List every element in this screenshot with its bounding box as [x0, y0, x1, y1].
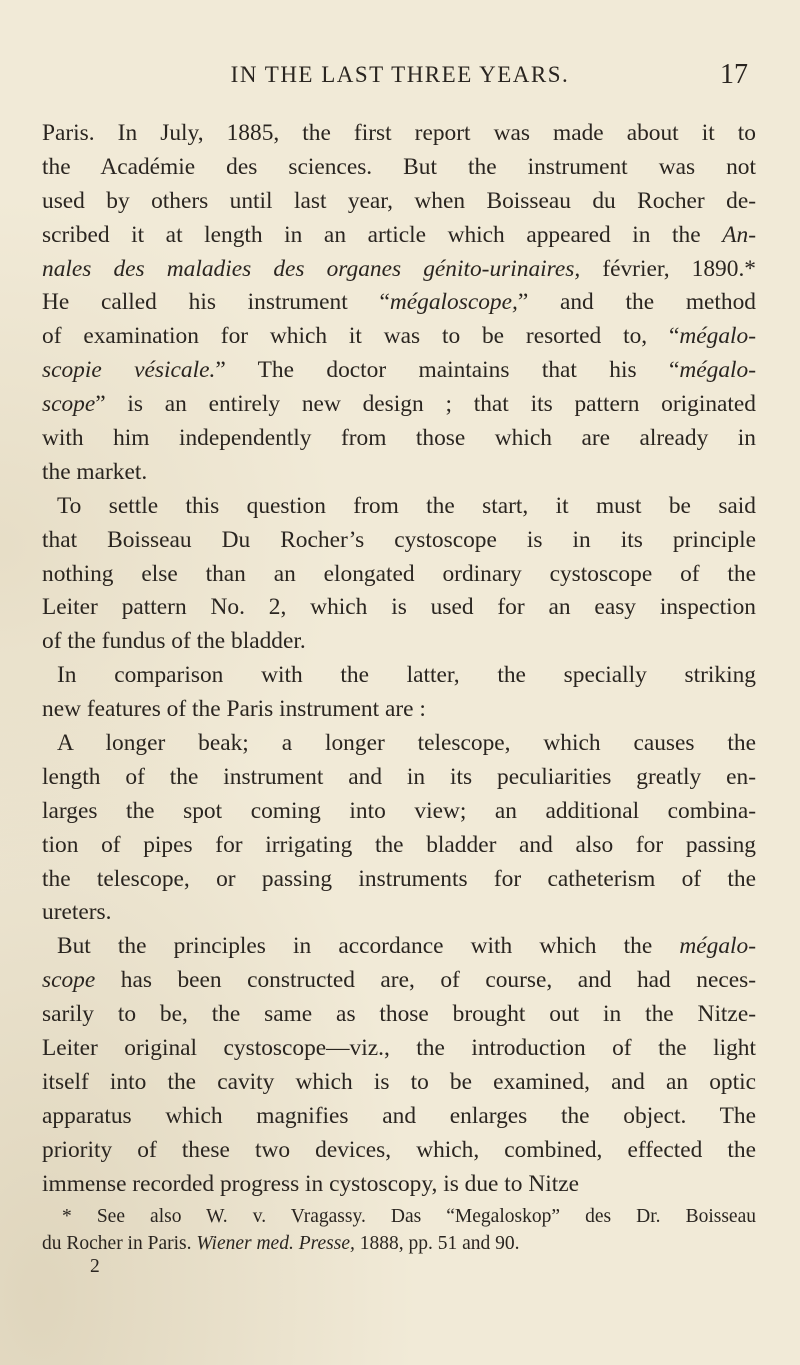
footnote-line-1: * See also W. v. Vragassy. Das “Megaloskop” des Dr. Boisseau	[62, 1206, 756, 1227]
text-line: larges the spot coming into view; an additional combina-	[42, 797, 756, 824]
text-line: apparatus which magnifies and enlarges the object. The	[42, 1102, 756, 1129]
text-line: of the fundus of the bladder.	[42, 628, 306, 655]
footnote-line-2: du Rocher in Paris. Wiener med. Presse, 1888, pp. 51 and 90.	[42, 1233, 520, 1254]
text-line: Paris. In July, 1885, the first report was made about it to	[42, 120, 756, 146]
signature-mark: 2	[90, 1256, 100, 1277]
text-line: scribed it at length in an article which appeared in the An-	[42, 221, 756, 248]
text-line: itself into the cavity which is to be examined, and an optic	[42, 1068, 756, 1095]
page-header	[0, 59, 800, 102]
text-line: priority of these two devices, which, combined, effected the	[42, 1136, 756, 1163]
text-line: scope” is an entirely new design ; that its pattern originated	[42, 391, 756, 418]
running-title: IN THE LAST THREE YEARS.	[230, 62, 570, 87]
text-line: sarily to be, the same as those brought out in the Nitze-	[42, 1001, 756, 1028]
text-line: tion of pipes for irrigating the bladder and also for passing	[42, 831, 756, 858]
text-line: immense recorded progress in cystoscopy, is due to Nitze	[42, 1170, 579, 1197]
text-line: with him independently from those which are already in	[42, 425, 756, 452]
text-line: scopie vésicale.” The doctor maintains that his “mégalo-	[42, 357, 756, 384]
text-line: the market.	[42, 458, 148, 485]
text-line: In comparison with the latter, the specially striking	[57, 662, 756, 689]
text-line: To settle this question from the start, it must be said	[57, 492, 756, 519]
page-number: 17	[720, 59, 748, 90]
text-line: nothing else than an elongated ordinary cystoscope of the	[42, 560, 756, 587]
text-line: scope has been constructed are, of course, and had neces-	[42, 967, 756, 994]
text-line: He called his instrument “mégaloscope,” and the method	[42, 289, 757, 316]
footnote	[42, 1203, 756, 1257]
text-line: A longer beak; a longer telescope, which causes the	[57, 730, 756, 757]
text-line: nales des maladies des organes génito-urinaires, février, 1890.*	[42, 255, 756, 282]
text-line: ureters.	[42, 899, 112, 926]
body-text	[42, 117, 756, 1202]
text-line: Leiter pattern No. 2, which is used for an easy inspection	[42, 594, 756, 621]
text-line: the telescope, or passing instruments for catheterism of the	[42, 865, 756, 892]
text-line: of examination for which it was to be resorted to, “mégalo-	[42, 323, 756, 350]
text-line: But the principles in accordance with which the mégalo-	[57, 933, 756, 960]
text-line: the Académie des sciences. But the instrument was not	[42, 153, 756, 180]
text-line: used by others until last year, when Boisseau du Rocher de-	[42, 187, 756, 214]
text-line: length of the instrument and in its peculiarities greatly en-	[42, 763, 756, 790]
text-line: Leiter original cystoscope—viz., the introduction of the light	[42, 1035, 756, 1062]
text-line: new features of the Paris instrument are :	[42, 696, 426, 723]
text-line: that Boisseau Du Rocher’s cystoscope is in its principle	[42, 526, 756, 553]
